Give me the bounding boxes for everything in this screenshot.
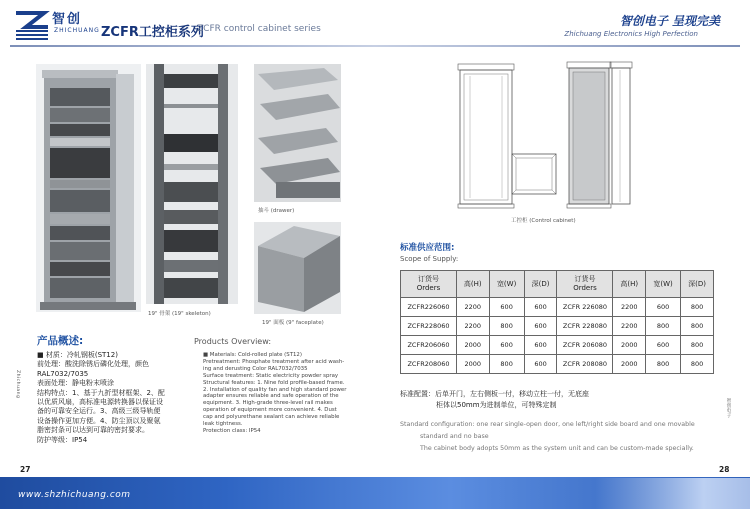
faceplate-caption: 19" 面板 (9" faceplate) [262, 320, 324, 326]
width-value: 800 [489, 355, 524, 374]
side-label-right: 智创电子 [726, 398, 731, 418]
logo-chinese-text: 智创 [52, 12, 83, 27]
skeleton-photo [146, 64, 238, 304]
series-title-cn: ZCFR工控柜系列 [101, 25, 204, 40]
page-header [0, 0, 750, 46]
cabinet-photo [36, 64, 141, 312]
table-row [401, 336, 714, 355]
col-orders-header: 订货号 Orders [557, 271, 613, 298]
front-view-drawing [456, 62, 516, 210]
overview-line-cn: 备的可靠安全运行。3、高级三级导轨便 [37, 407, 161, 416]
height-value: 2200 [613, 298, 646, 317]
slogan-en: Zhichuang Electronics High Perfection [564, 30, 698, 38]
height-value: 2200 [457, 317, 490, 336]
width-value: 600 [489, 298, 524, 317]
height-value: 2000 [457, 336, 490, 355]
depth-value: 800 [681, 336, 714, 355]
depth-value: 600 [524, 317, 557, 336]
overview-line-cn: RAL7032/7035 [37, 369, 89, 378]
overview-line-en: operation of equipment more convenient. 4. Dust [203, 407, 337, 414]
depth-value: 800 [681, 298, 714, 317]
slogan-cn: 智创电子 呈现完美 [619, 14, 720, 28]
order-code: ZCFR208060 [401, 355, 457, 374]
overview-title-en: Products Overview: [194, 337, 272, 346]
overview-line-en: ■ Materials: Cold-rolled plate (ST12) [203, 352, 302, 358]
height-value: 2000 [613, 355, 646, 374]
col-orders-header: 订货号 Orders [401, 271, 457, 298]
overview-line-cn: 防护等级：IP54 [37, 435, 88, 444]
page-number-left: 27 [20, 465, 31, 474]
width-value: 800 [646, 317, 681, 336]
height-value: 2200 [457, 298, 490, 317]
overview-line-en: Protection class: IP54 [203, 427, 261, 434]
width-value: 800 [489, 317, 524, 336]
side-label-left: Zhichuang [15, 370, 20, 399]
overview-line-en: adapter ensures reliable and safe operation of the [203, 393, 339, 400]
logo-english-text: ZHICHUANG [54, 27, 100, 34]
overview-line-en: ing and derusting Color RAL7032/7035 [203, 365, 308, 372]
order-code: ZCFR226060 [401, 298, 457, 317]
standard-config-en: Standard configuration: one rear single-open door, one left/right side board and one movable [400, 421, 695, 428]
height-value: 2000 [613, 336, 646, 355]
order-code: ZCFR206060 [401, 336, 457, 355]
order-code: ZCFR228060 [401, 317, 457, 336]
depth-value: 600 [524, 298, 557, 317]
col-depth-header: 深(D) [524, 271, 557, 298]
drawer-caption: 抽斗 (drawer) [258, 208, 295, 214]
drawing-caption: 工控柜 (Control cabinet) [511, 218, 576, 224]
website-link[interactable]: www.shzhichuang.com [18, 490, 131, 500]
overview-line-cn: 结构特点：1、基于九折型材框架、2、配 [37, 388, 165, 397]
height-value: 2000 [457, 355, 490, 374]
order-code: ZCFR 208080 [557, 355, 613, 374]
depth-value: 600 [524, 355, 557, 374]
overview-line-en: Surface treatment: Static electricity powder spray [203, 372, 339, 379]
supply-title-en: Scope of Supply: [400, 255, 459, 263]
overview-line-en: cap and polyurethane sealant can achieve reliable [203, 414, 340, 421]
overview-body-cn [37, 351, 187, 445]
width-value: 800 [646, 355, 681, 374]
width-value: 600 [646, 298, 681, 317]
overview-line-cn: 脂密封条可以达到可靠的密封要求。 [37, 426, 149, 435]
height-value: 2200 [613, 317, 646, 336]
unit-note-cn: 柜体以50mm为进制单位，可特殊定制 [436, 401, 557, 409]
table-row [401, 355, 714, 374]
drawer-photo [254, 64, 341, 202]
order-code: ZCFR 228080 [557, 317, 613, 336]
col-width-header: 宽(W) [489, 271, 524, 298]
width-value: 600 [646, 336, 681, 355]
zhichuang-logo-icon [14, 9, 50, 41]
width-value: 600 [489, 336, 524, 355]
depth-value: 800 [681, 355, 714, 374]
overview-line-en: equipment. 3. High-grade three-level rail makes [203, 400, 333, 407]
col-width-header: 宽(W) [646, 271, 681, 298]
overview-line-en: Pretreatment: Phosphate treatment after acid wash- [203, 358, 345, 365]
overview-line-cn: ■ 材质：冷轧钢板(ST12) [37, 351, 118, 359]
unit-note-en: The cabinet body adopts 50mm as the system unit and can be custom-made specially. [420, 445, 694, 452]
standard-config-en-cont: standard and no base [420, 433, 489, 440]
overview-line-cn: 表面处理：静电粉末喷涂 [37, 379, 114, 388]
skeleton-caption: 19" 骨架 (19" skeleton) [148, 311, 211, 317]
overview-line-cn: 设备操作更加方便。4、防尘顶以及聚氨 [37, 416, 161, 425]
table-row [401, 298, 714, 317]
supply-title-cn: 标准供应范围: [400, 243, 455, 253]
page-number-right: 28 [719, 465, 730, 474]
side-profile-drawing [608, 60, 636, 210]
top-view-drawing [508, 150, 560, 200]
depth-value: 800 [681, 317, 714, 336]
col-height-header: 高(H) [613, 271, 646, 298]
orders-table [400, 270, 714, 374]
overview-body-en [203, 352, 353, 435]
order-code: ZCFR 226080 [557, 298, 613, 317]
faceplate-photo [254, 222, 341, 314]
overview-line-en: leak tightness. [203, 421, 243, 428]
col-depth-header: 深(D) [681, 271, 714, 298]
overview-line-cn: 以优质风扇，高标准电源转换器以保证设 [37, 398, 163, 407]
overview-line-en: Structural features: 1. Nine fold profile-based frame. [203, 379, 345, 386]
header-divider [10, 45, 740, 47]
depth-value: 600 [524, 336, 557, 355]
col-height-header: 高(H) [457, 271, 490, 298]
overview-title-cn: 产品概述: [37, 335, 84, 347]
footer-gradient [595, 478, 750, 509]
overview-line-cn: 前处理：酸洗除锈后磷化处理，颜色 [37, 360, 149, 369]
series-title-en: ZCFR control cabinet series [197, 24, 321, 34]
standard-config-cn: 标准配置：后单开门，左右侧板一付，移动立柱一付，无底座 [400, 390, 589, 398]
order-code: ZCFR 206080 [557, 336, 613, 355]
overview-line-en: 2. Installation of quality fan and high standard power [203, 386, 347, 393]
table-row [401, 317, 714, 336]
table-header-row [401, 271, 714, 298]
